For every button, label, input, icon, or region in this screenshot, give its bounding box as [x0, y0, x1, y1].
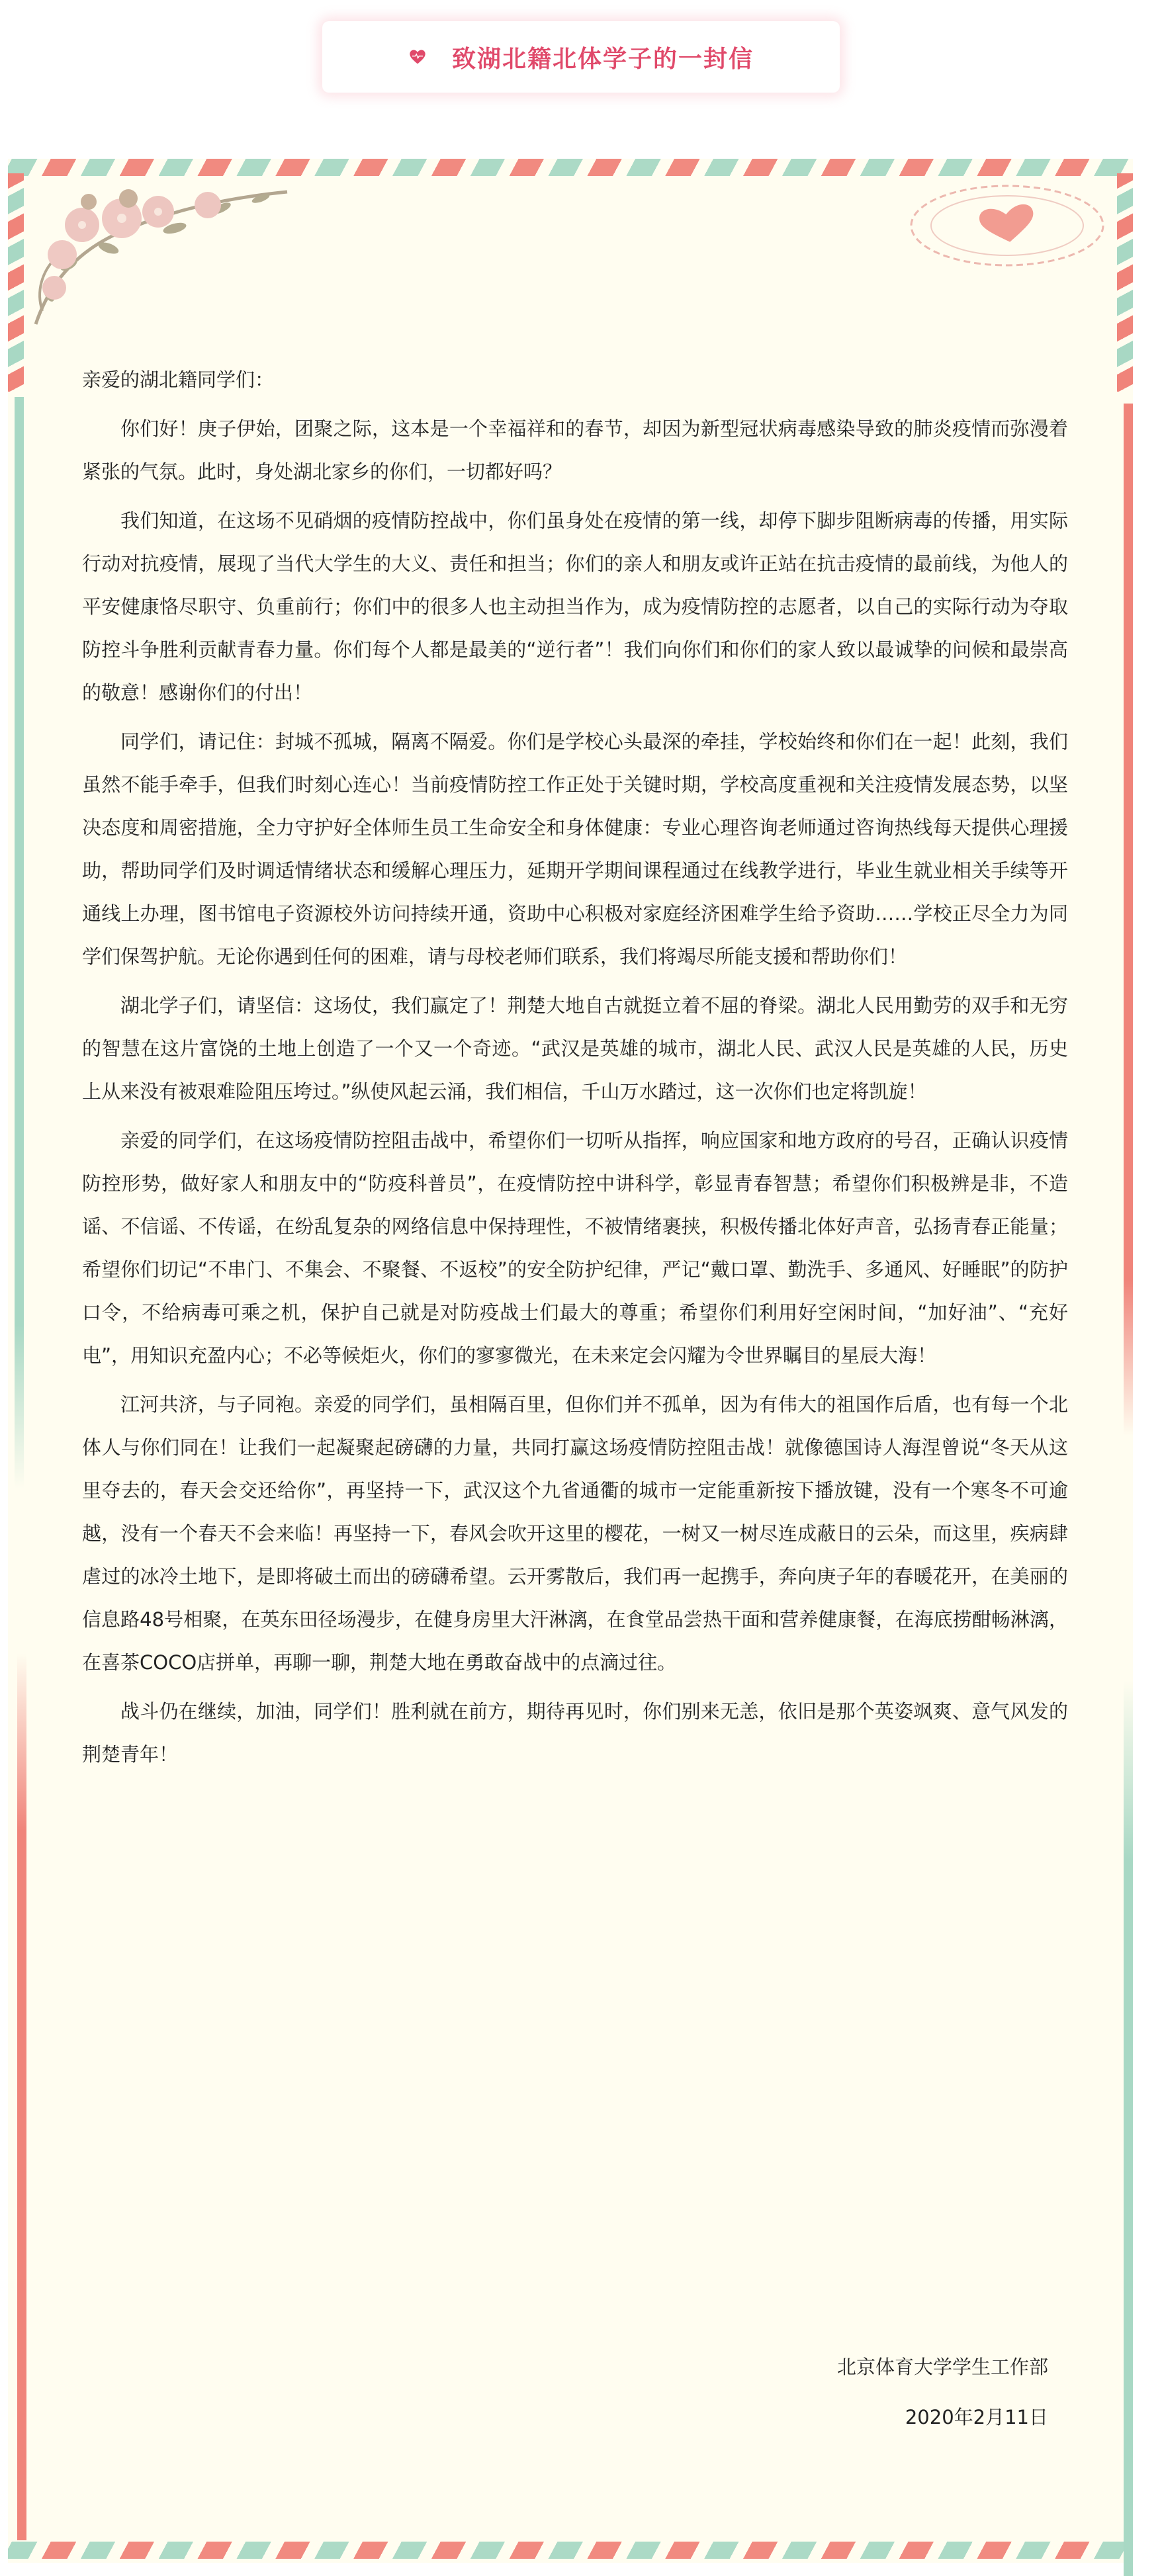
- letter-paragraph: 你们好！庚子伊始，团聚之际，这本是一个幸福祥和的春节，却因为新型冠状病毒感染导致的肺炎疫情而弥漫着紧张的气氛。此时，身处湖北家乡的你们，一切都好吗？: [82, 417, 1068, 483]
- border-right-green: [1124, 1680, 1133, 2576]
- signature-date: 2020年2月11日: [905, 2406, 1048, 2428]
- letter-paragraph: 亲爱的同学们，在这场疫情防控阻击战中，希望你们一切听从指挥，响应国家和地方政府的号召，正确认识疫情防控形势，做好家人和朋友中的“防疫科普员”，在疫情防控中讲科学，彰显青春智慧；希望你们积极辨是非，不造谣、不信谣、不传谣，在纷乱复杂的网络信息中保持理性，不被情绪裹挟，积极传播北体好声音，弘扬青春正能量；希望你们切记“不串门、不集会、不聚餐、不返校”的安全防护纪律，严记“戴口罩、勤洗手、多通风、好睡眠”的防护口令，不给病毒可乘之机，保护自己就是对防疫战士们最大的尊重；希望你们利用好空闲时间，“加好油”、“充好电”，用知识充盈内心；不必等候炬火，你们的寥寥微光，在未来定会闪耀为令世界瞩目的星辰大海！: [82, 1129, 1068, 1367]
- letter-paragraph: 我们知道，在这场不见硝烟的疫情防控战中，你们虽身处在疫情的第一线，却停下脚步阻断病毒的传播，用实际行动对抗疫情，展现了当代大学生的大义、责任和担当；你们的亲人和朋友或许正站在抗击疫情的最前线，为他人的平安健康恪尽职守、负重前行；你们中的很多人也主动担当作为，成为疫情防控的志愿者，以自己的实际行动为夺取防控斗争胜利贡献青春力量。你们每个人都是最美的“逆行者”！我们向你们和你们的家人致以最诚挚的问候和最崇高的敬意！感谢你们的付出！: [82, 509, 1068, 704]
- airmail-stripe-right: [1117, 173, 1133, 392]
- signature-org: 北京体育大学学生工作部: [836, 2356, 1048, 2378]
- title-badge: [322, 21, 840, 93]
- border-right-red: [1124, 404, 1133, 1436]
- airmail-stripe-bottom: [8, 2542, 1133, 2559]
- letter-body: [82, 251, 1068, 1776]
- letter-paragraph: 湖北学子们，请坚信：这场仗，我们赢定了！荆楚大地自古就挺立着不屈的脊梁。湖北人民用勤劳的双手和无穷的智慧在这片富饶的土地上创造了一个又一个奇迹。“武汉是英雄的城市，湖北人民、武汉人民是英雄的人民，历史上从来没有被艰难险阻压垮过。”纵使风起云涌，我们相信，千山万水踏过，这一次你们也定将凯旋！: [82, 994, 1068, 1103]
- airmail-stripe-top: [8, 159, 1133, 176]
- heart-icon: [408, 48, 427, 66]
- page-title: 致湖北籍北体学子的一封信: [451, 45, 754, 73]
- letter-greeting: 亲爱的湖北籍同学们：: [82, 368, 275, 391]
- airmail-stripe-left: [8, 173, 24, 392]
- letter-paragraph: 战斗仍在继续，加油，同学们！胜利就在前方，期待再见时，你们别来无恙，依旧是那个英姿飒爽、意气风发的荆楚青年！: [82, 1700, 1068, 1766]
- letter-envelope: [8, 159, 1133, 2563]
- letter-paragraph: 江河共济，与子同袍。亲爱的同学们，虽相隔百里，但你们并不孤单，因为有伟大的祖国作后盾，也有每一个北体人与你们同在！让我们一起凝聚起磅礴的力量，共同打赢这场疫情防控阻击战！就像德国诗人海涅曾说“冬天从这里夺去的，春天会交还给你”，再坚持一下，武汉这个九省通衢的城市一定能重新按下播放键，没有一个寒冬不可逾越，没有一个春天不会来临！再坚持一下，春风会吹开这里的樱花，一树又一树尽连成蔽日的云朵，而这里，疾病肆虐过的冰冷土地下，是即将破土而出的磅礴希望。云开雾散后，我们再一起携手，奔向庚子年的春暖花开，在美丽的信息路48号相聚，在英东田径场漫步，在健身房里大汗淋漓，在食堂品尝热干面和营养健康餐，在海底捞酣畅淋漓，在喜茶COCO店拼单，再聊一聊，荆楚大地在勇敢奋战中的点滴过往。: [82, 1393, 1068, 1674]
- letter-paragraph: 同学们，请记住：封城不孤城，隔离不隔爱。你们是学校心头最深的牵挂，学校始终和你们在一起！此刻，我们虽然不能手牵手，但我们时刻心连心！当前疫情防控工作正处于关键时期，学校高度重视和关注疫情发展态势，以坚决态度和周密措施，全力守护好全体师生员工生命安全和身体健康：专业心理咨询老师通过咨询热线每天提供心理援助，帮助同学们及时调适情绪状态和缓解心理压力，延期开学期间课程通过在线教学进行，毕业生就业相关手续等开通线上办理，图书馆电子资源校外访问持续开通，资助中心积极对家庭经济困难学生给予资助……学校正尽全力为同学们保驾护航。无论你遇到任何的困难，请与母校老师们联系，我们将竭尽所能支援和帮助你们！: [82, 730, 1068, 968]
- border-left-red: [17, 1654, 26, 2540]
- letter-signature: [837, 2342, 1048, 2442]
- border-left-green: [15, 397, 24, 1488]
